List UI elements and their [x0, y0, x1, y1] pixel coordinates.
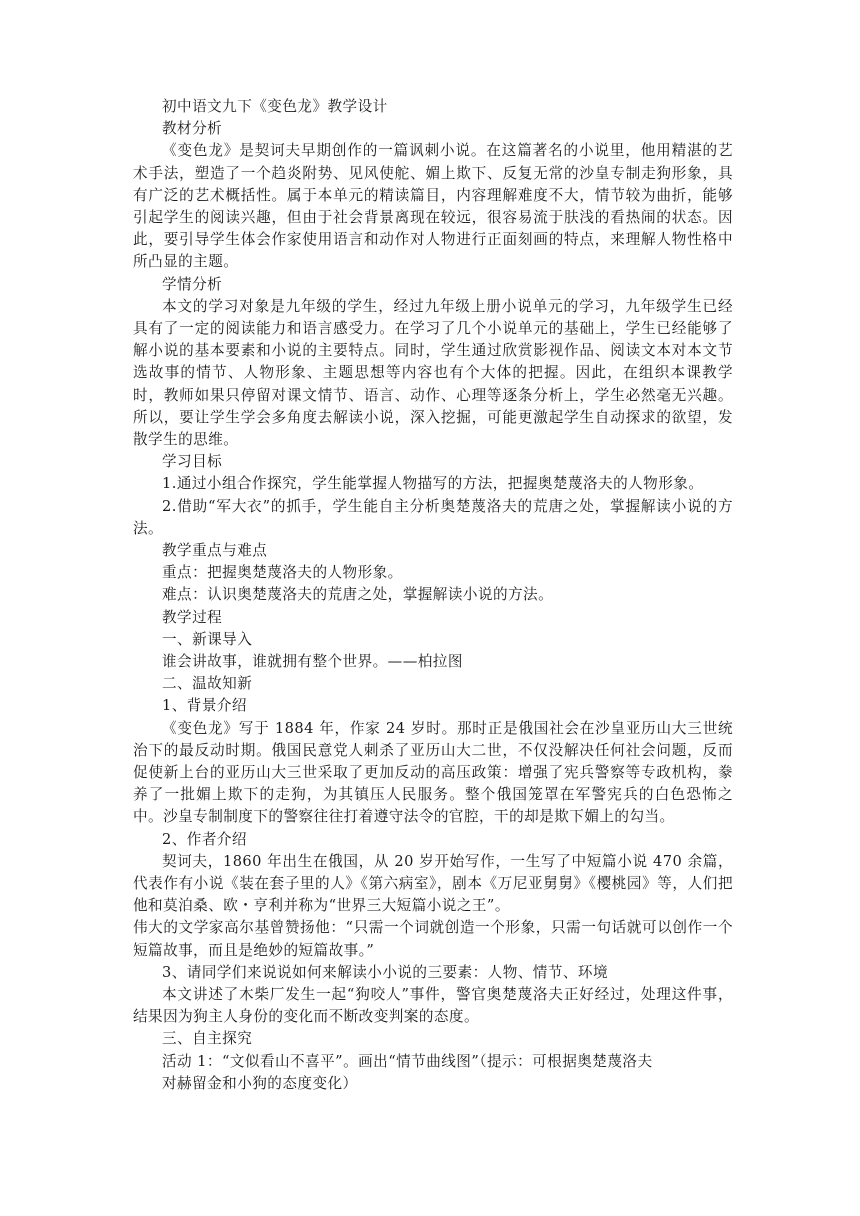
activity-1-line-1: 活动 1：“文似看山不喜平”。画出“情节曲线图”（提示：可根据奥楚蔑洛夫 — [162, 1052, 653, 1070]
key-point: 重点：把握奥楚蔑洛夫的人物形象。 — [162, 564, 403, 582]
author-paragraph: 契诃夫，1860 年出生在俄国，从 20 岁开始写作，一生写了中短篇小说 470 余篇，代表作有小说《装在套子里的人》《第六病室》，剧本《万尼亚舅舅》《樱桃园》等，人们把他和莫泊桑、欧・亨利并称为“世界三大短篇小说之王”。 — [133, 852, 733, 915]
author-heading: 2、作者介绍 — [162, 830, 247, 848]
background-heading: 1、背景介绍 — [162, 697, 247, 715]
learning-goal-2: 2.借助“军大衣”的抓手，学生能自主分析奥楚蔑洛夫的荒唐之处，掌握解读小说的方法。 — [133, 497, 733, 537]
gorky-quote-paragraph: 伟大的文学家高尔基曾赞扬他：“只需一个词就创造一个形象，只需一句话就可以创作一个短篇故事，而且是绝妙的短篇故事。” — [133, 919, 733, 959]
material-analysis-paragraph: 《变色龙》是契诃夫早期创作的一篇讽刺小说。在这篇著名的小说里，他用精湛的艺术手法，塑造了一个趋炎附势、见风使舵、媚上欺下、反复无常的沙皇专制走狗形象，具有广泛的艺术概括性。属于本单元的精读篇目，内容理解难度不大，情节较为曲折，能够引起学生的阅读兴趣，但由于社会背景离现在较远，很容易流于肤浅的看热闹的状态。因此，要引导学生体会作家使用语言和动作对人物进行正面刻画的特点，来理解人物性格中所凸显的主题。 — [133, 142, 733, 271]
key-difficult-heading: 教学重点与难点 — [162, 542, 268, 559]
step-1-quote: 谁会讲故事，谁就拥有整个世界。——柏拉图 — [162, 652, 463, 670]
step-2-heading: 二、温故知新 — [162, 675, 253, 693]
material-analysis-heading: 教材分析 — [162, 120, 223, 138]
student-analysis-heading: 学情分析 — [162, 275, 223, 293]
elements-heading: 3、请同学们来说说如何来解读小小说的三要素：人物、情节、环境 — [162, 963, 609, 981]
difficult-point: 难点：认识奥楚蔑洛夫的荒唐之处，掌握解读小说的方法。 — [162, 586, 554, 604]
activity-1-line-2: 对赫留金和小狗的态度变化） — [162, 1074, 358, 1092]
step-3-heading: 三、自主探究 — [162, 1030, 253, 1048]
background-paragraph: 《变色龙》写于 1884 年，作家 24 岁时。那时正是俄国社会在沙皇亚历山大三世统治下的最反动时期。俄国民意党人刺杀了亚历山大二世，不仅没解决任何社会问题，反而促使新上台的亚历山大三世采取了更加反动的高压政策：增强了宪兵警察等专政机构，豢养了一批媚上欺下的走狗，为其镇压人民服务。整个俄国笼罩在军警宪兵的白色恐怖之中。沙皇专制制度下的警察往往打着遵守法令的官腔，干的却是欺下媚上的勾当。 — [133, 719, 733, 826]
student-analysis-paragraph: 本文的学习对象是九年级的学生，经过九年级上册小说单元的学习，九年级学生已经具有了一定的阅读能力和语言感受力。在学习了几个小说单元的基础上，学生已经能够了解小说的基本要素和小说的主要特点。同时，学生通过欣赏影视作品、阅读文本对本文节选故事的情节、人物形象、主题思想等内容也有个大体的把握。因此，在组织本课教学时，教师如果只停留对课文情节、语言、动作、心理等逐条分析上，学生必然毫无兴趣。所以，要让学生学会多角度去解读小说，深入挖掘，可能更激起学生自动探求的欲望，发散学生的思维。 — [133, 297, 733, 448]
document-title: 初中语文九下《变色龙》教学设计 — [162, 98, 388, 115]
learning-goals-heading: 学习目标 — [162, 453, 223, 471]
learning-goal-1: 1.通过小组合作探究，学生能掌握人物描写的方法，把握奥楚蔑洛夫的人物形象。 — [162, 475, 704, 493]
step-1-heading: 一、新课导入 — [162, 630, 253, 648]
story-summary-paragraph: 本文讲述了木柴厂发生一起“狗咬人”事件，警官奥楚蔑洛夫正好经过，处理这件事，结果因为狗主人身份的变化而不断改变判案的态度。 — [133, 985, 733, 1026]
teaching-process-heading: 教学过程 — [162, 608, 223, 626]
document-page — [133, 96, 733, 1095]
